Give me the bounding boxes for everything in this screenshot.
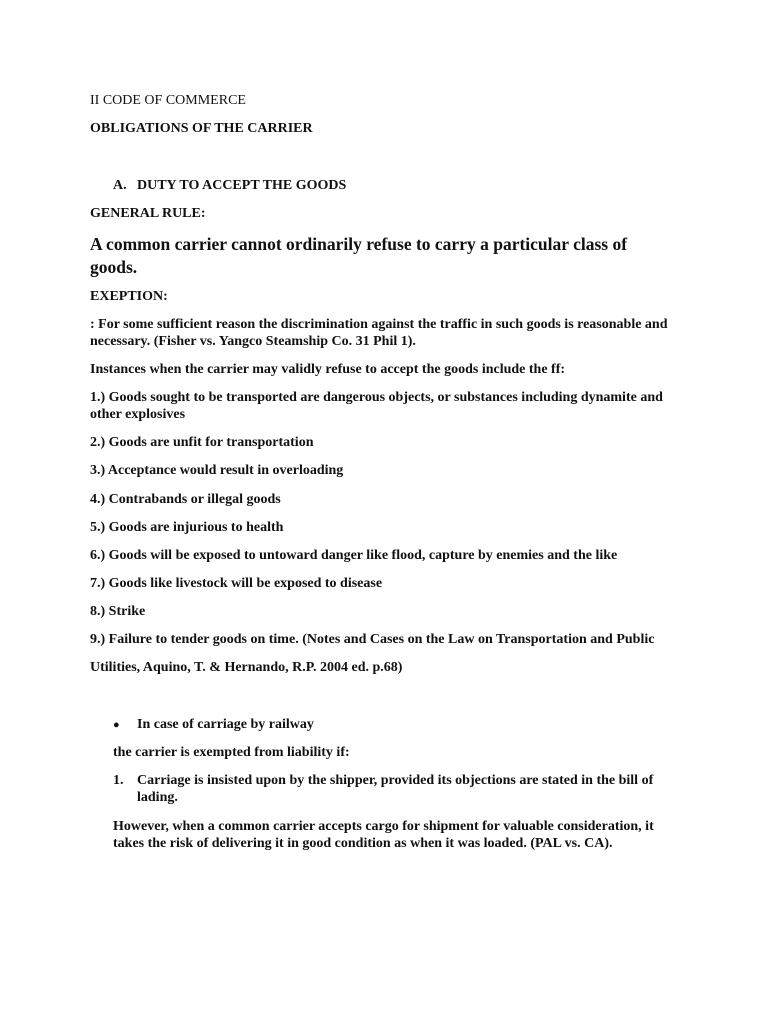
instance-item-1-line1: 1.) Goods sought to be transported are dangerous objects, or substances including dynamite and [90,390,663,405]
however-text-line2: takes the risk of delivering it in good condition as when it was loaded. (PAL vs. CA). [113,836,613,851]
exemption-text-line2: lading. [137,790,178,805]
bullet-icon: ● [113,719,120,731]
instance-item-1-line2: other explosives [90,407,186,422]
section-a-marker: A. [113,178,127,193]
instance-item-6: 6.) Goods will be exposed to untoward danger like flood, capture by enemies and the like [90,548,618,563]
instance-item-4: 4.) Contrabands or illegal goods [90,492,281,507]
instance-item-8: 8.) Strike [90,604,146,619]
exception-text-line2: necessary. (Fisher vs. Yangco Steamship Co. 31 Phil 1). [90,334,416,349]
instance-item-5: 5.) Goods are injurious to health [90,520,284,535]
exception-text-line1: : For some sufficient reason the discrimination against the traffic in such goods is reasonable and [90,317,668,332]
instance-item-3: 3.) Acceptance would result in overloading [90,463,344,478]
exemption-text-line1: Carriage is insisted upon by the shipper, provided its objections are stated in the bill of [137,773,654,788]
section-a-title: DUTY TO ACCEPT THE GOODS [137,178,347,193]
instance-item-7: 7.) Goods like livestock will be exposed to disease [90,576,383,591]
however-text-line1: However, when a common carrier accepts cargo for shipment for valuable consideration, it [113,819,654,834]
heading-obligations: OBLIGATIONS OF THE CARRIER [90,121,313,136]
exception-label: EXEPTION: [90,289,168,304]
instance-item-2: 2.) Goods are unfit for transportation [90,435,314,450]
exemption-number: 1. [113,773,124,788]
instance-item-9-line2: Utilities, Aquino, T. & Hernando, R.P. 2004 ed. p.68) [90,660,403,675]
general-rule-text-line1: A common carrier cannot ordinarily refuse to carry a particular class of [90,234,628,254]
railway-bullet-text: In case of carriage by railway [137,717,314,732]
instance-item-9-line1: 9.) Failure to tender goods on time. (Notes and Cases on the Law on Transportation and Public [90,632,655,647]
heading-code-of-commerce: II CODE OF COMMERCE [90,93,246,108]
instances-intro: Instances when the carrier may validly refuse to accept the goods include the ff: [90,362,566,377]
exempted-intro: the carrier is exempted from liability if: [113,745,350,760]
general-rule-text-line2: goods. [90,257,138,277]
general-rule-label: GENERAL RULE: [90,206,206,221]
